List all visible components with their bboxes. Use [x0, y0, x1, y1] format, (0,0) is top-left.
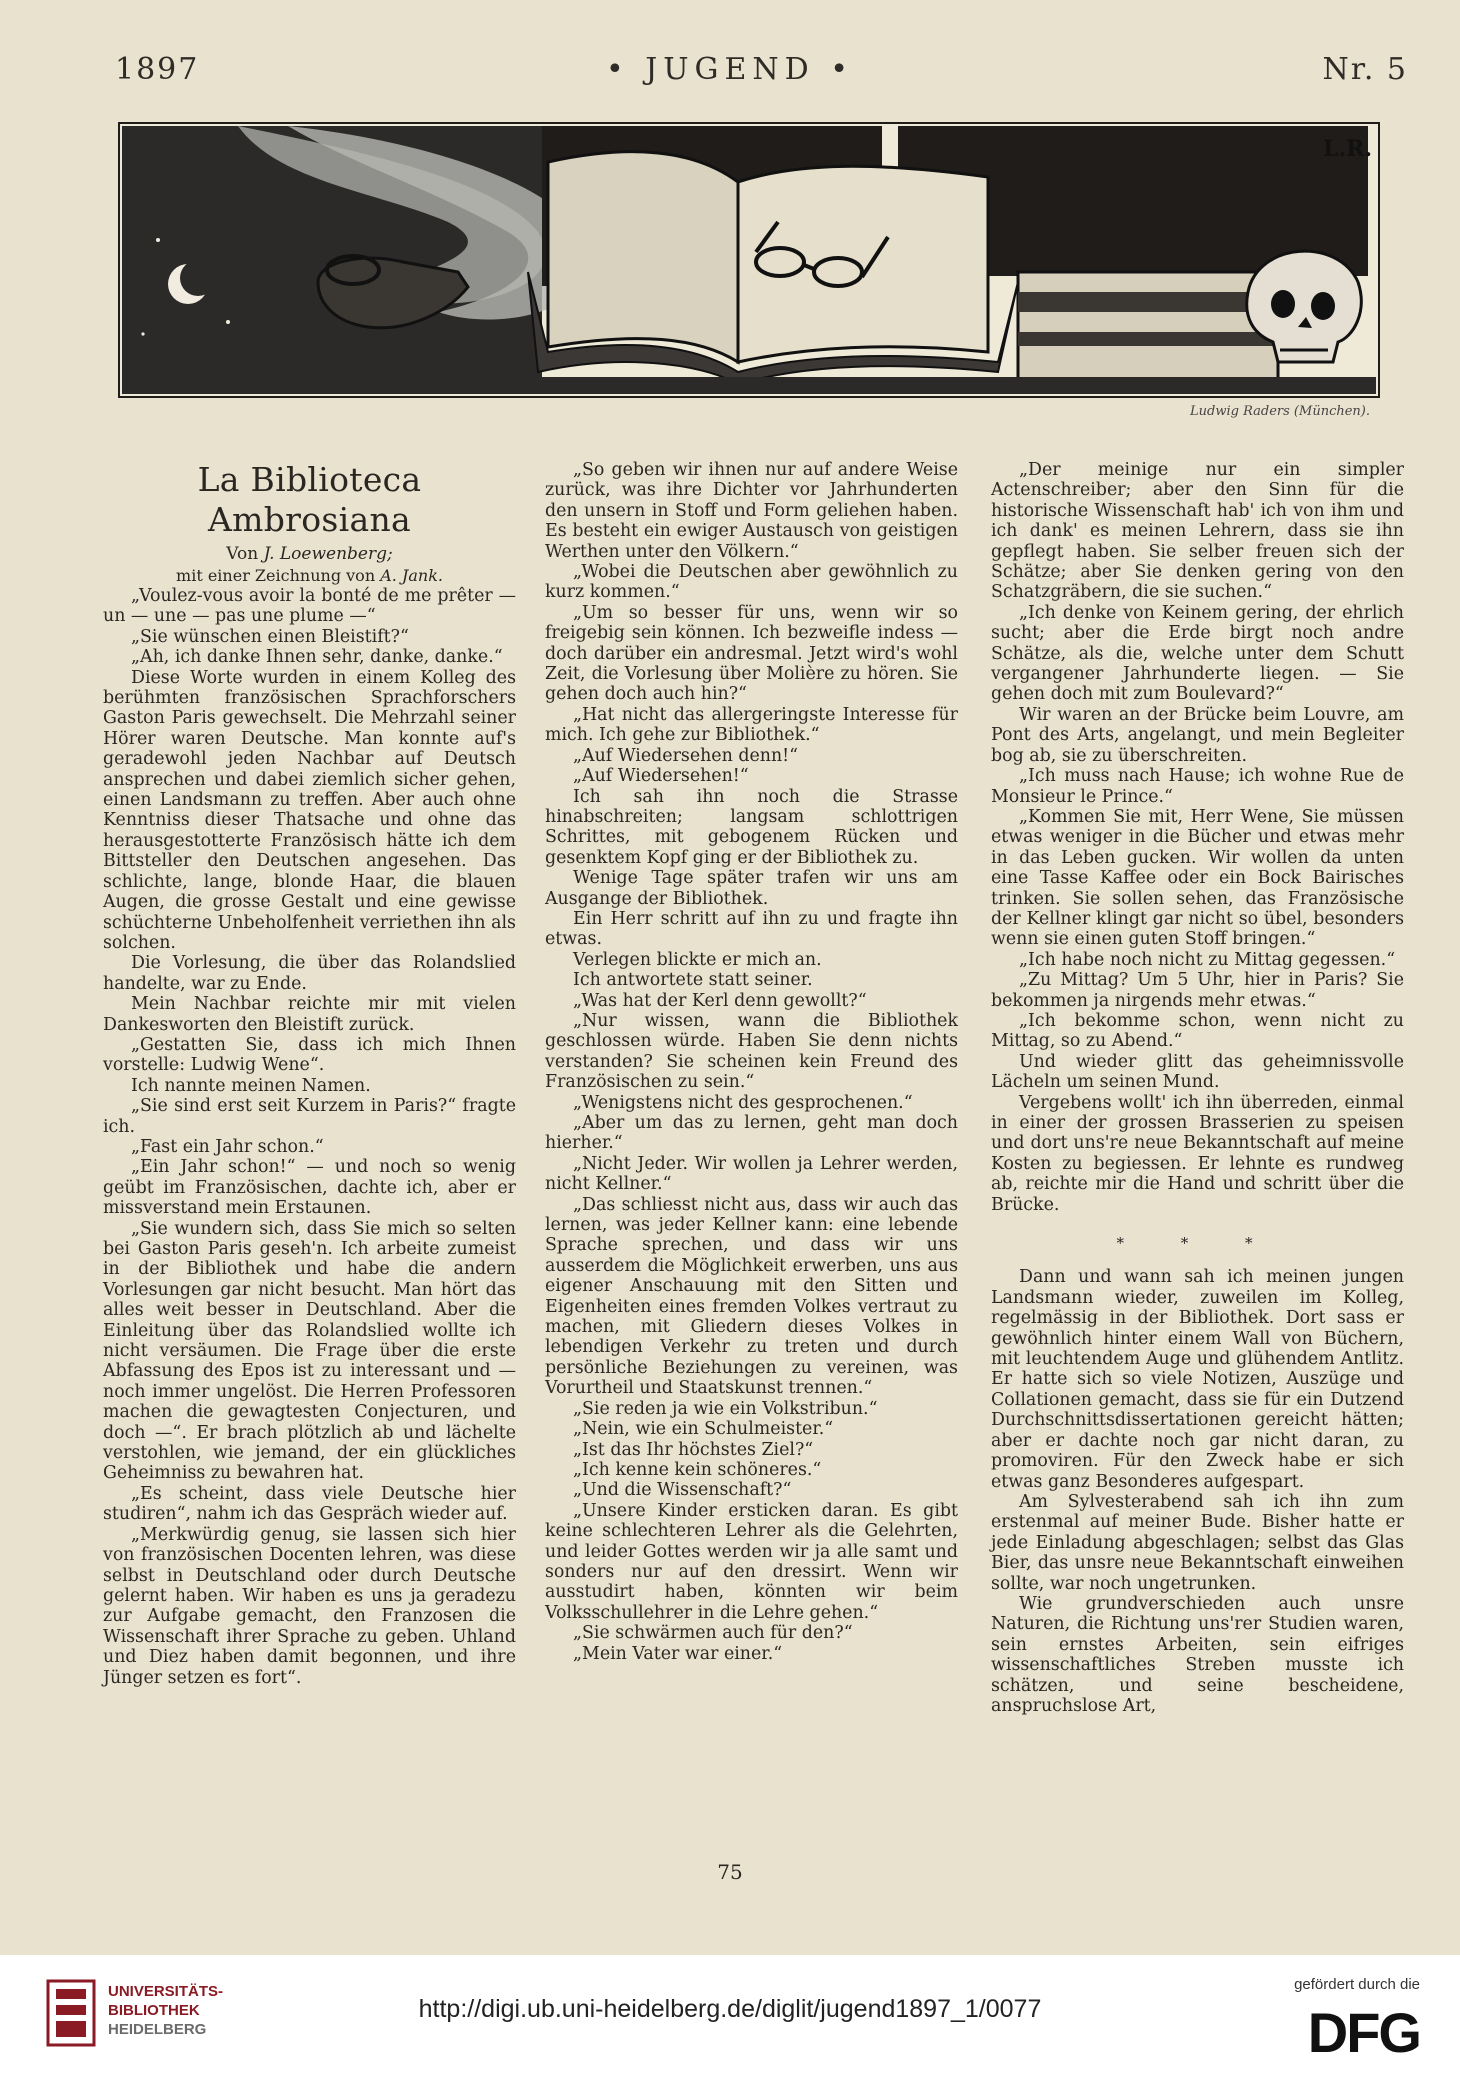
header-year: 1897: [115, 52, 200, 87]
paragraph: „So geben wir ihnen nur auf andere Weise zurück, was ihre Dichter vor Jahrhunderten den unsern in Stoff und Form geliehen haben. Es besteht ein ewiger Austausch von geistigen Werthen unter den Völkern.“: [545, 460, 958, 562]
section-separator: * * *: [1116, 1234, 1279, 1253]
byline-prefix: Von: [226, 544, 264, 564]
page-number: 75: [717, 1860, 743, 1884]
library-name-line: HEIDELBERG: [108, 2021, 207, 2038]
paragraph: „Nur wissen, wann die Bibliothek geschlossen würde. Haben Sie denn nichts verstanden? Sie scheinen kein Freund des Französischen zu sein.“: [545, 1010, 958, 1093]
header-journal-title: • JUGEND •: [606, 52, 854, 87]
illustration-credit: Ludwig Raders (München).: [1190, 404, 1370, 419]
digital-copy-url[interactable]: http://digi.ub.uni-heidelberg.de/diglit/jugend1897_1/0077: [418, 1995, 1042, 2023]
paragraph: Diese Worte wurden in einem Kolleg des berühmten französischen Sprachforschers Gaston Paris gewechselt. Die Mehrzahl seiner Hörer waren Deutsche. Man konnte auf's geradewohl jeden Nachbar auf Deutsch ansprechen und dabei ziemlich sicher gehen, einen Landsmann zu treffen. Aber auch ohne Kenntniss dieser Thatsache und ohne das herausgestotterte Französisch hätte ich dem Bittsteller den Deutschen angesehen. Das schlichte, lange, blonde Haar, die blauen Augen, die grosse Gestalt und eine gewisse schüchterne Unbeholfenheit verriethen ihn als solchen.: [103, 667, 516, 953]
paragraph: „Um so besser für uns, wenn wir so freigebig sein können. Ich bezweifle indess — doch darüber ein andresmal. Jetzt wird's wohl Zeit, die Vorlesung über Molière zu hören. Sie gehen doch auch hin?“: [545, 602, 958, 705]
paragraph: „Das schliesst nicht aus, dass wir auch das lernen, was jeder Kellner kann: eine lebende Sprache sprechen, und dass wir uns ausserdem die Möglichkeit erwerben, uns aus eigener Anschauung mit den Sitten und Eigenheiten eines fremden Volkes vertraut zu machen, mit Gliedern dieses Volkes in lebendigen Verkehr zu treten und durch persönliche Beziehungen zu vereinen, was Vorurtheil und Staatskunst trennen.“: [545, 1194, 958, 1399]
library-name-line: UNIVERSITÄTS-: [108, 1983, 224, 2000]
artist-monogram: L.R.: [1323, 136, 1373, 162]
header-illustration: [118, 122, 1380, 398]
paragraph: „Sie schwärmen auch für den?“: [573, 1623, 853, 1644]
paragraph: Vergebens wollt' ich ihn überreden, einmal in einer der grossen Brasserien zu speisen und dort uns're neue Bekanntschaft auf meine Kosten zu begiessen. Er lehnte es rundweg ab, reichte mir die Hand und schritt über die Brücke.: [991, 1092, 1404, 1215]
paragraph: Am Sylvesterabend sah ich ihn zum erstenmal auf meiner Bude. Bisher hatte er jede Einladung abgeschlagen; selbst das Glas Bier, das unsre neue Bekanntschaft einweihen sollte, war noch ungetrunken.: [991, 1491, 1404, 1594]
paragraph: „Kommen Sie mit, Herr Wene, Sie müssen etwas weniger in die Bücher und etwas mehr in das Leben gucken. Wir wollen da unten eine Tasse Kaffee oder ein Bock Bairisches trinken. Sie sollen sehen, das Französische der Kellner klingt gar nicht so übel, besonders wenn sie einen guten Stoff bringen.“: [991, 806, 1404, 950]
open-book-icon: [548, 152, 738, 362]
paragraph: „Und die Wissenschaft?“: [573, 1480, 792, 1501]
drawing-prefix: mit einer Zeichnung von: [176, 566, 381, 585]
paragraph: „Ah, ich danke Ihnen sehr, danke, danke.“: [131, 647, 503, 668]
paragraph: „Wobei die Deutschen aber gewöhnlich zu kurz kommen.“: [545, 562, 958, 603]
paragraph: Ich nannte meinen Namen.: [131, 1075, 371, 1096]
paragraph: „Merkwürdig genug, sie lassen sich hier von französischen Docenten lehren, was diese selbst in Deutschland oder durch Deutsche gelernt haben. Wir haben es uns ja geradezu zur Aufgabe gemacht, den Franzosen die Wissenschaft ihrer Sprache zu geben. Uhland und Diez haben damit begonnen, und ihre Jünger setzen es fort“.: [103, 1524, 516, 1688]
paragraph: „Ich kenne kein schöneres.“: [573, 1459, 822, 1480]
paragraph: „Hat nicht das allergeringste Interesse für mich. Ich gehe zur Bibliothek.“: [545, 704, 958, 746]
paragraph: „Ein Jahr schon!“ — und noch so wenig geübt im Französischen, dachte ich, aber er missverstand mein Erstaunen.: [103, 1157, 516, 1219]
paragraph: Die Vorlesung, die über das Rolandslied handelte, war zu Ende.: [103, 953, 516, 994]
paragraph: Ein Herr schritt auf ihn zu und fragte ihn etwas.: [545, 908, 958, 950]
article-column-1: [103, 460, 516, 1688]
author-name: J. Loewenberg;: [263, 544, 393, 564]
paragraph: „Aber um das zu lernen, geht man doch hierher.“: [545, 1113, 958, 1154]
article-title: La Biblioteca Ambrosiana: [197, 460, 422, 539]
paragraph: „Ist das Ihr höchstes Ziel?“: [573, 1439, 814, 1460]
article-column-2: [545, 460, 958, 1664]
paragraph: „Sie reden ja wie ein Volkstribun.“: [573, 1398, 878, 1419]
paragraph: „Ich habe noch nicht zu Mittag gegessen.“: [1019, 949, 1396, 970]
article-drawing-credit: [103, 565, 516, 586]
paragraph: Wir waren an der Brücke beim Louvre, am Pont des Arts, angelangt, und mein Begleiter bog ab, sie zu überschreiten.: [991, 704, 1404, 766]
paragraph: „Sie wünschen einen Bleistift?“: [131, 626, 409, 647]
paragraph: Wenige Tage später trafen wir uns am Ausgange der Bibliothek.: [545, 868, 958, 909]
paragraph: Ich sah ihn noch die Strasse hinabschreiten; langsam schlottrigen Schrittes, mit gebogenem Rücken und gesenktem Kopf ging er der Bibliothek zu.: [545, 786, 958, 868]
paragraph: „Voulez-vous avoir la bonté de me prêter — un — une — pas une plume —“: [103, 586, 516, 627]
paragraph: „Es scheint, dass viele Deutsche hier studiren“, nahm ich das Gespräch wieder auf.: [103, 1483, 516, 1525]
paragraph: Dann und wann sah ich meinen jungen Landsmann wieder, zuweilen im Kolleg, regelmässig in der Bibliothek. Dort sass er gewöhnlich hinter einem Wall von Büchern, mit leuchtendem Auge und glühendem Antlitz. Er hatte sich so viele Notizen, Auszüge und Collationen gemacht, dass sie für ein Dutzend Durchschnittsdissertationen gereicht hätten; aber er dachte noch gar nicht daran, zu promoviren. Für den Zweck habe er sich etwas ganz Besonderes aufgespart.: [991, 1267, 1404, 1492]
paragraph: Verlegen blickte er mich an.: [573, 949, 822, 970]
article-byline: [103, 544, 516, 565]
paragraph: „Zu Mittag? Um 5 Uhr, hier in Paris? Sie bekommen ja nirgends mehr etwas.“: [991, 970, 1404, 1011]
library-name-line: BIBLIOTHEK: [108, 2002, 200, 2019]
paragraph: „Ich denke von Keinem gering, der ehrlich sucht; aber die Erde birgt noch andre Schätze, als die, welche unter dem Schutt vergangener Jahrhunderte liegen. — Sie gehen doch mit zum Boulevard?“: [991, 602, 1404, 705]
paragraph: „Sie wundern sich, dass Sie mich so selten bei Gaston Paris geseh'n. Ich arbeite zumeist in der Bibliothek und habe die andern Vorlesungen gar nicht besucht. Man hört das alles weit besser in Deutschland. Aber die Einleitung über das Rolandslied wollte ich nicht versäumen. Die Frage über die erste Abfassung des Epos ist zu interessant und — noch immer ungelöst. Die Herren Professoren machen die gewagtesten Conjecturen, und doch —“. Er brach plötzlich ab und lächelte verstohlen, wie jemand, der ein glückliches Geheimniss zu bewahren hat.: [103, 1218, 516, 1484]
paragraph: „Nein, wie ein Schulmeister.“: [573, 1419, 834, 1440]
dfg-logo: DFG: [1307, 2001, 1420, 2064]
paragraph: „Mein Vater war einer.“: [573, 1643, 783, 1664]
header-issue: Nr. 5: [1322, 52, 1408, 87]
paragraph: Mein Nachbar reichte mir mit vielen Dankesworten den Bleistift zurück.: [103, 994, 516, 1035]
paragraph: „Unsere Kinder ersticken daran. Es gibt keine schlechteren Lehrer als die Gelehrten, und leider Gottes werden wir ja alle samt und sonders nur auf den dressirt. Wenn wir ausstudirt haben, könnten wir beim Volksschullehrer in die Lehre gehen.“: [545, 1500, 958, 1623]
funding-note: gefördert durch die: [1294, 1976, 1420, 1993]
paragraph: „Fast ein Jahr schon.“: [131, 1136, 324, 1157]
paragraph: „Nicht Jeder. Wir wollen ja Lehrer werden, nicht Kellner.“: [545, 1153, 958, 1195]
illustrator-name: A. Jank.: [380, 566, 443, 585]
paragraph: „Ich bekomme schon, wenn nicht zu Mittag, so zu Abend.“: [991, 1010, 1404, 1052]
paragraph: „Gestatten Sie, dass ich mich Ihnen vorstelle: Ludwig Wene“.: [103, 1034, 516, 1076]
paragraph: „Sie sind erst seit Kurzem in Paris?“ fragte ich.: [103, 1096, 516, 1137]
article-column-3: [991, 460, 1404, 1716]
paragraph: „Wenigstens nicht des gesprochenen.“: [573, 1092, 913, 1113]
paragraph: „Auf Wiedersehen denn!“: [573, 745, 799, 766]
paragraph: Ich antwortete statt seiner.: [573, 970, 813, 991]
paragraph: „Der meinige nur ein simpler Actenschreiber; aber den Sinn für die historische Wissenschaft hab' ich von ihm und ich dank' es meinen Lehrern, dass sie ihn gepflegt haben. Sie selber freuen sich der Schätze; aber Sie denken gering von den Schatzgräbern, die sie suchen.“: [991, 460, 1404, 603]
paragraph: Und wieder glitt das geheimnissvolle Lächeln um seinen Mund.: [991, 1051, 1404, 1093]
paragraph: Wie grundverschieden auch unsre Naturen, die Richtung uns'rer Studien waren, sein ernstes Arbeiten, sein eifriges wissenschaftliches Streben musste ich schätzen, und seine bescheidene, anspruchslose Art,: [991, 1593, 1404, 1716]
paragraph: „Auf Wiedersehen!“: [573, 766, 749, 787]
paragraph: „Ich muss nach Hause; ich wohne Rue de Monsieur le Prince.“: [991, 766, 1404, 807]
paragraph: „Was hat der Kerl denn gewollt?“: [573, 990, 867, 1011]
